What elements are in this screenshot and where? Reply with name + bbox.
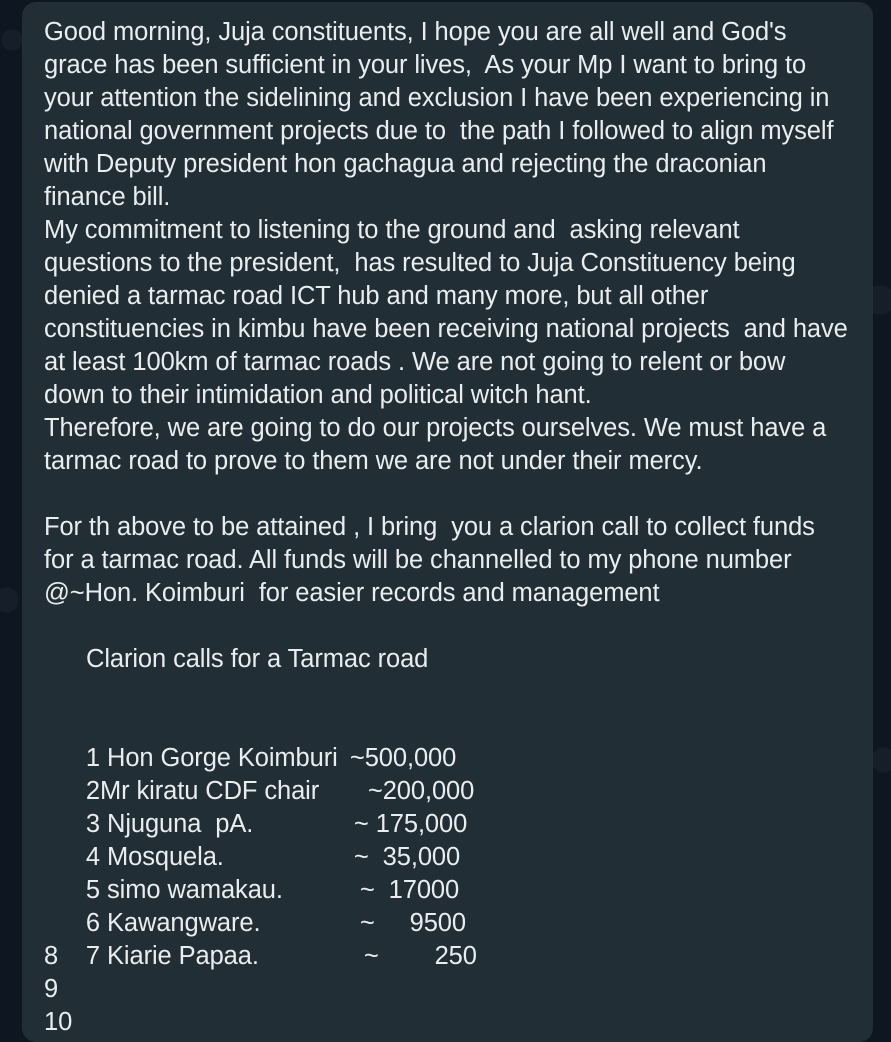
contribution-amount: ~ 9500 [359, 909, 466, 937]
contributor-name: Mr kiratu CDF chair [100, 777, 320, 805]
message-paragraph-1: Good morning, Juja constituents, I hope you are all well and God's grace has been sufficient in your lives, As your Mp I want to bring to your attention the sidelining and exclusion I have been experiencing in national government projects due to the path I followed to align myself with Deputy president hon gachagua and rejecting the draconian finance bill. [44, 18, 841, 211]
spacer [44, 676, 851, 709]
item-number: 4 [85, 843, 101, 871]
list-item-empty: 8 [44, 942, 59, 970]
message-paragraph-2: My commitment to listening to the ground and asking relevant questions to the president, has resulted to Juja Constituency being denied a tarmac road ICT hub and many more, but all other constituencies in kimbu have been receiving national projects and have at least 100km of tarmac roads . We are not going to relent or bow down to their intimidation and political witch hant. [44, 216, 855, 409]
contributor-name: Kiarie Papaa. [107, 942, 259, 970]
message-bubble[interactable] [22, 2, 873, 1042]
contributor-name: simo wamakau. [107, 876, 283, 904]
contribution-amount: ~200,000 [367, 777, 475, 805]
contribution-amount: ~ 175,000 [353, 810, 468, 838]
list-item-empty: 9 [44, 975, 59, 1003]
contribution-list [44, 709, 851, 1039]
contribution-amount: ~500,000 [349, 744, 457, 772]
contribution-amount: ~ 17000 [359, 876, 460, 904]
list-item [44, 709, 851, 772]
spacer [44, 610, 851, 643]
item-number: 5 [85, 876, 101, 904]
contributor-name: Kawangware. [107, 909, 261, 937]
contributor-name: Njuguna pA. [107, 810, 254, 838]
spacer [44, 478, 851, 511]
message-paragraph-4: For th above to be attained , I bring you a clarion call to collect funds for a tarmac road. All funds will be channelled to my phone number @~Hon. Koimburi for easier records and management [44, 513, 822, 607]
contributor-name: Mosquela. [107, 843, 224, 871]
contributor-name: Hon Gorge Koimburi [107, 744, 338, 772]
item-number: 2 [85, 777, 101, 805]
item-number: 6 [85, 909, 101, 937]
item-number: 3 [85, 810, 101, 838]
item-number: 7 [85, 942, 101, 970]
list-title: Clarion calls for a Tarmac road [86, 645, 429, 673]
message-paragraph-3: Therefore, we are going to do our projects ourselves. We must have a tarmac road to prove to them we are not under their mercy. [44, 414, 834, 475]
contribution-amount: ~ 250 [363, 942, 477, 970]
list-item-empty: 10 [44, 1008, 73, 1036]
contribution-amount: ~ 35,000 [353, 843, 461, 871]
item-number: 1 [85, 744, 101, 772]
